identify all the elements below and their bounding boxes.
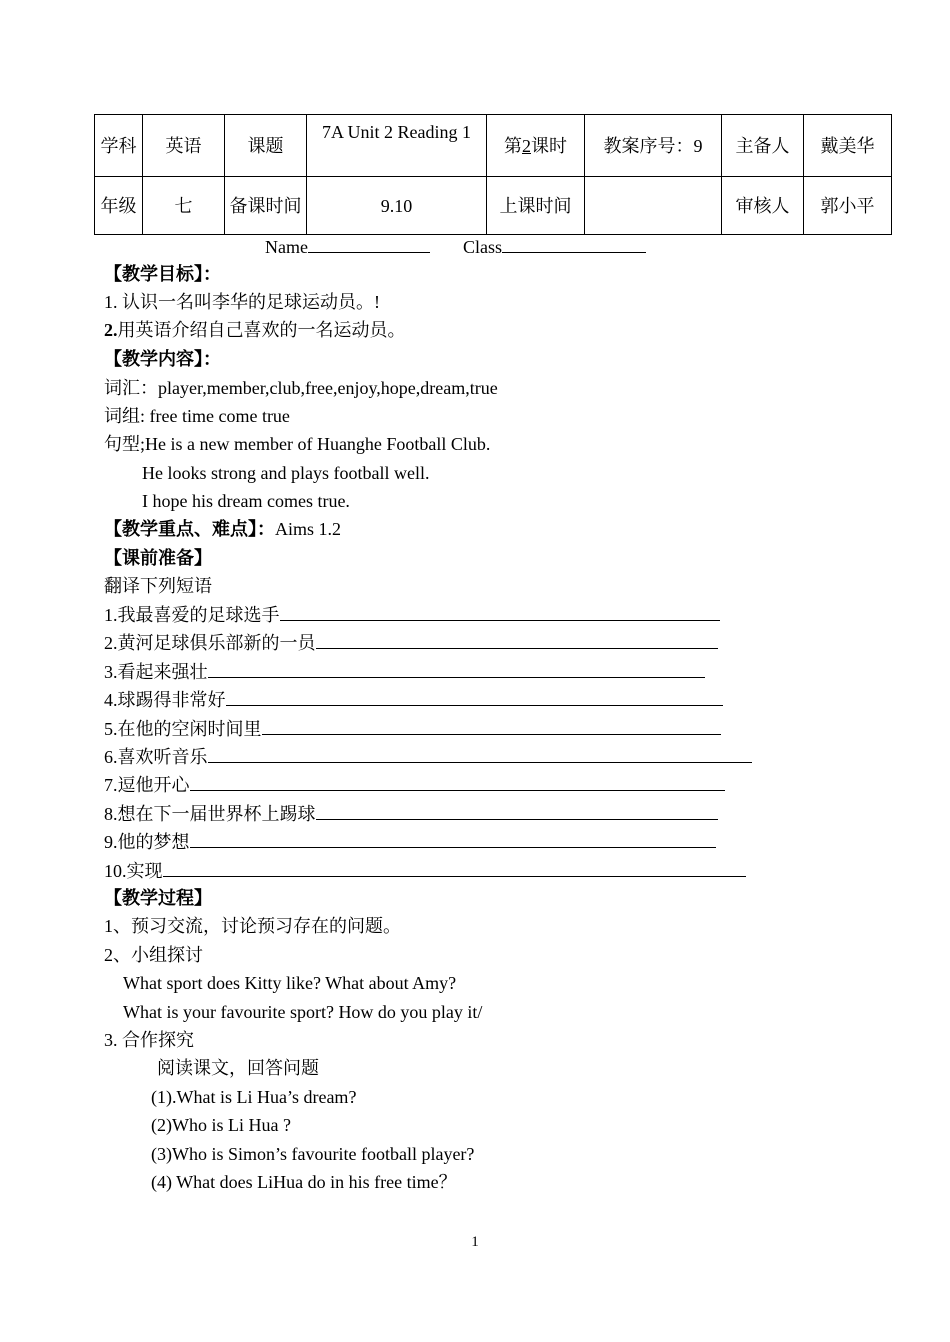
prep-time-label: 备课时间 (225, 177, 307, 235)
sentence-line-1: 句型;He is a new member of Huanghe Football Club. (104, 434, 491, 454)
answer-blank[interactable] (262, 717, 721, 735)
process-step-3: 3. 合作探究 (104, 1030, 194, 1050)
phrase-prompt: 10.实现 (104, 861, 163, 881)
goal-item-2-number: 2. (104, 320, 118, 340)
step-3-instruction: 阅读课文，回答问题 (157, 1058, 319, 1078)
plan-number: 教案序号：9 (585, 115, 722, 177)
class-label: Class (462, 237, 502, 257)
table-row (95, 177, 892, 235)
phrase-prompt: 1.我最喜爱的足球选手 (104, 605, 280, 625)
page-number: 1 (471, 1234, 479, 1250)
key-points-value: Aims 1.2 (275, 519, 342, 539)
phrase-prompt: 9.他的梦想 (104, 832, 190, 852)
period-cell (487, 115, 585, 177)
topic-value: 7A Unit 2 Reading 1 (307, 115, 487, 177)
answer-blank[interactable] (208, 660, 705, 678)
preparation-heading: 【课前准备】 (104, 548, 212, 568)
step-2-question-2: What is your favourite sport? How do you play it/ (123, 1002, 483, 1022)
answer-blank[interactable] (190, 830, 716, 848)
reading-question-4: (4) What does LiHua do in his free time？ (151, 1172, 457, 1192)
answer-blank[interactable] (226, 688, 723, 706)
phrase-prompt: 7.逗他开心 (104, 775, 190, 795)
topic-label: 课题 (225, 115, 307, 177)
goal-item-2-text: 用英语介绍自己喜欢的一名运动员。 (117, 320, 406, 340)
list-item (104, 773, 725, 796)
list-item (104, 745, 752, 768)
phrase-prompt: 8.想在下一届世界杯上踢球 (104, 804, 316, 824)
answer-blank[interactable] (208, 745, 752, 763)
sentence-line-2: He looks strong and plays football well. (142, 463, 430, 483)
class-time-value (585, 177, 722, 235)
goal-item-1: 1. 认识一名叫李华的足球运动员。! (104, 292, 380, 312)
answer-blank[interactable] (163, 859, 746, 877)
name-label: Name (265, 237, 308, 257)
grade-label: 年级 (95, 177, 143, 235)
reading-question-2: (2)Who is Li Hua ? (151, 1115, 291, 1135)
reviewer-label: 审核人 (722, 177, 804, 235)
answer-blank[interactable] (316, 631, 718, 649)
list-item (104, 830, 716, 853)
process-heading: 【教学过程】 (104, 888, 212, 908)
phrase-prompt: 6.喜欢听音乐 (104, 747, 208, 767)
grade-value: 七 (143, 177, 225, 235)
phrase-prompt: 4.球踢得非常好 (104, 690, 226, 710)
goal-item-2 (104, 319, 406, 341)
preparation-instruction: 翻译下列短语 (104, 576, 212, 596)
phrase-prompt: 3.看起来强壮 (104, 662, 208, 682)
answer-blank[interactable] (190, 773, 725, 791)
list-item (104, 717, 721, 740)
list-item (104, 660, 705, 683)
name-blank[interactable] (308, 235, 430, 253)
process-step-1: 1、预习交流，讨论预习存在的问题。 (104, 916, 401, 936)
period-number: 2 (522, 135, 531, 156)
key-points-heading: 【教学重点、难点】： (104, 519, 275, 539)
step-2-question-1: What sport does Kitty like? What about Amy? (123, 973, 457, 993)
class-blank[interactable] (502, 235, 646, 253)
phrases-line: 词组: free time come true (104, 406, 290, 426)
answer-blank[interactable] (280, 603, 720, 621)
subject-value: 英语 (143, 115, 225, 177)
reading-question-1: (1).What is Li Hua’s dream? (151, 1087, 357, 1107)
subject-label: 学科 (95, 115, 143, 177)
phrase-prompt: 2.黄河足球俱乐部新的一员 (104, 633, 316, 653)
lesson-info-table (94, 114, 892, 235)
preparer-value: 戴美华 (804, 115, 892, 177)
table-row (95, 115, 892, 177)
process-step-2: 2、小组探讨 (104, 945, 203, 965)
reviewer-value: 郭小平 (804, 177, 892, 235)
prep-time-value: 9.10 (307, 177, 487, 235)
list-item (104, 859, 746, 882)
list-item (104, 631, 718, 654)
list-item (104, 802, 718, 825)
name-class-line (265, 235, 646, 258)
list-item (104, 688, 723, 711)
vocab-line: 词汇：player,member,club,free,enjoy,hope,dream,true (104, 378, 498, 398)
sentence-line-3: I hope his dream comes true. (142, 491, 350, 511)
period-prefix: 第 (504, 135, 522, 156)
period-suffix: 课时 (531, 135, 567, 156)
reading-question-3: (3)Who is Simon’s favourite football player? (151, 1144, 475, 1164)
content-heading: 【教学内容】： (104, 349, 221, 369)
phrase-prompt: 5.在他的空闲时间里 (104, 719, 262, 739)
answer-blank[interactable] (316, 802, 718, 820)
list-item (104, 603, 720, 626)
goals-heading: 【教学目标】： (104, 264, 221, 284)
preparer-label: 主备人 (722, 115, 804, 177)
class-time-label: 上课时间 (487, 177, 585, 235)
key-points-line (104, 518, 341, 540)
